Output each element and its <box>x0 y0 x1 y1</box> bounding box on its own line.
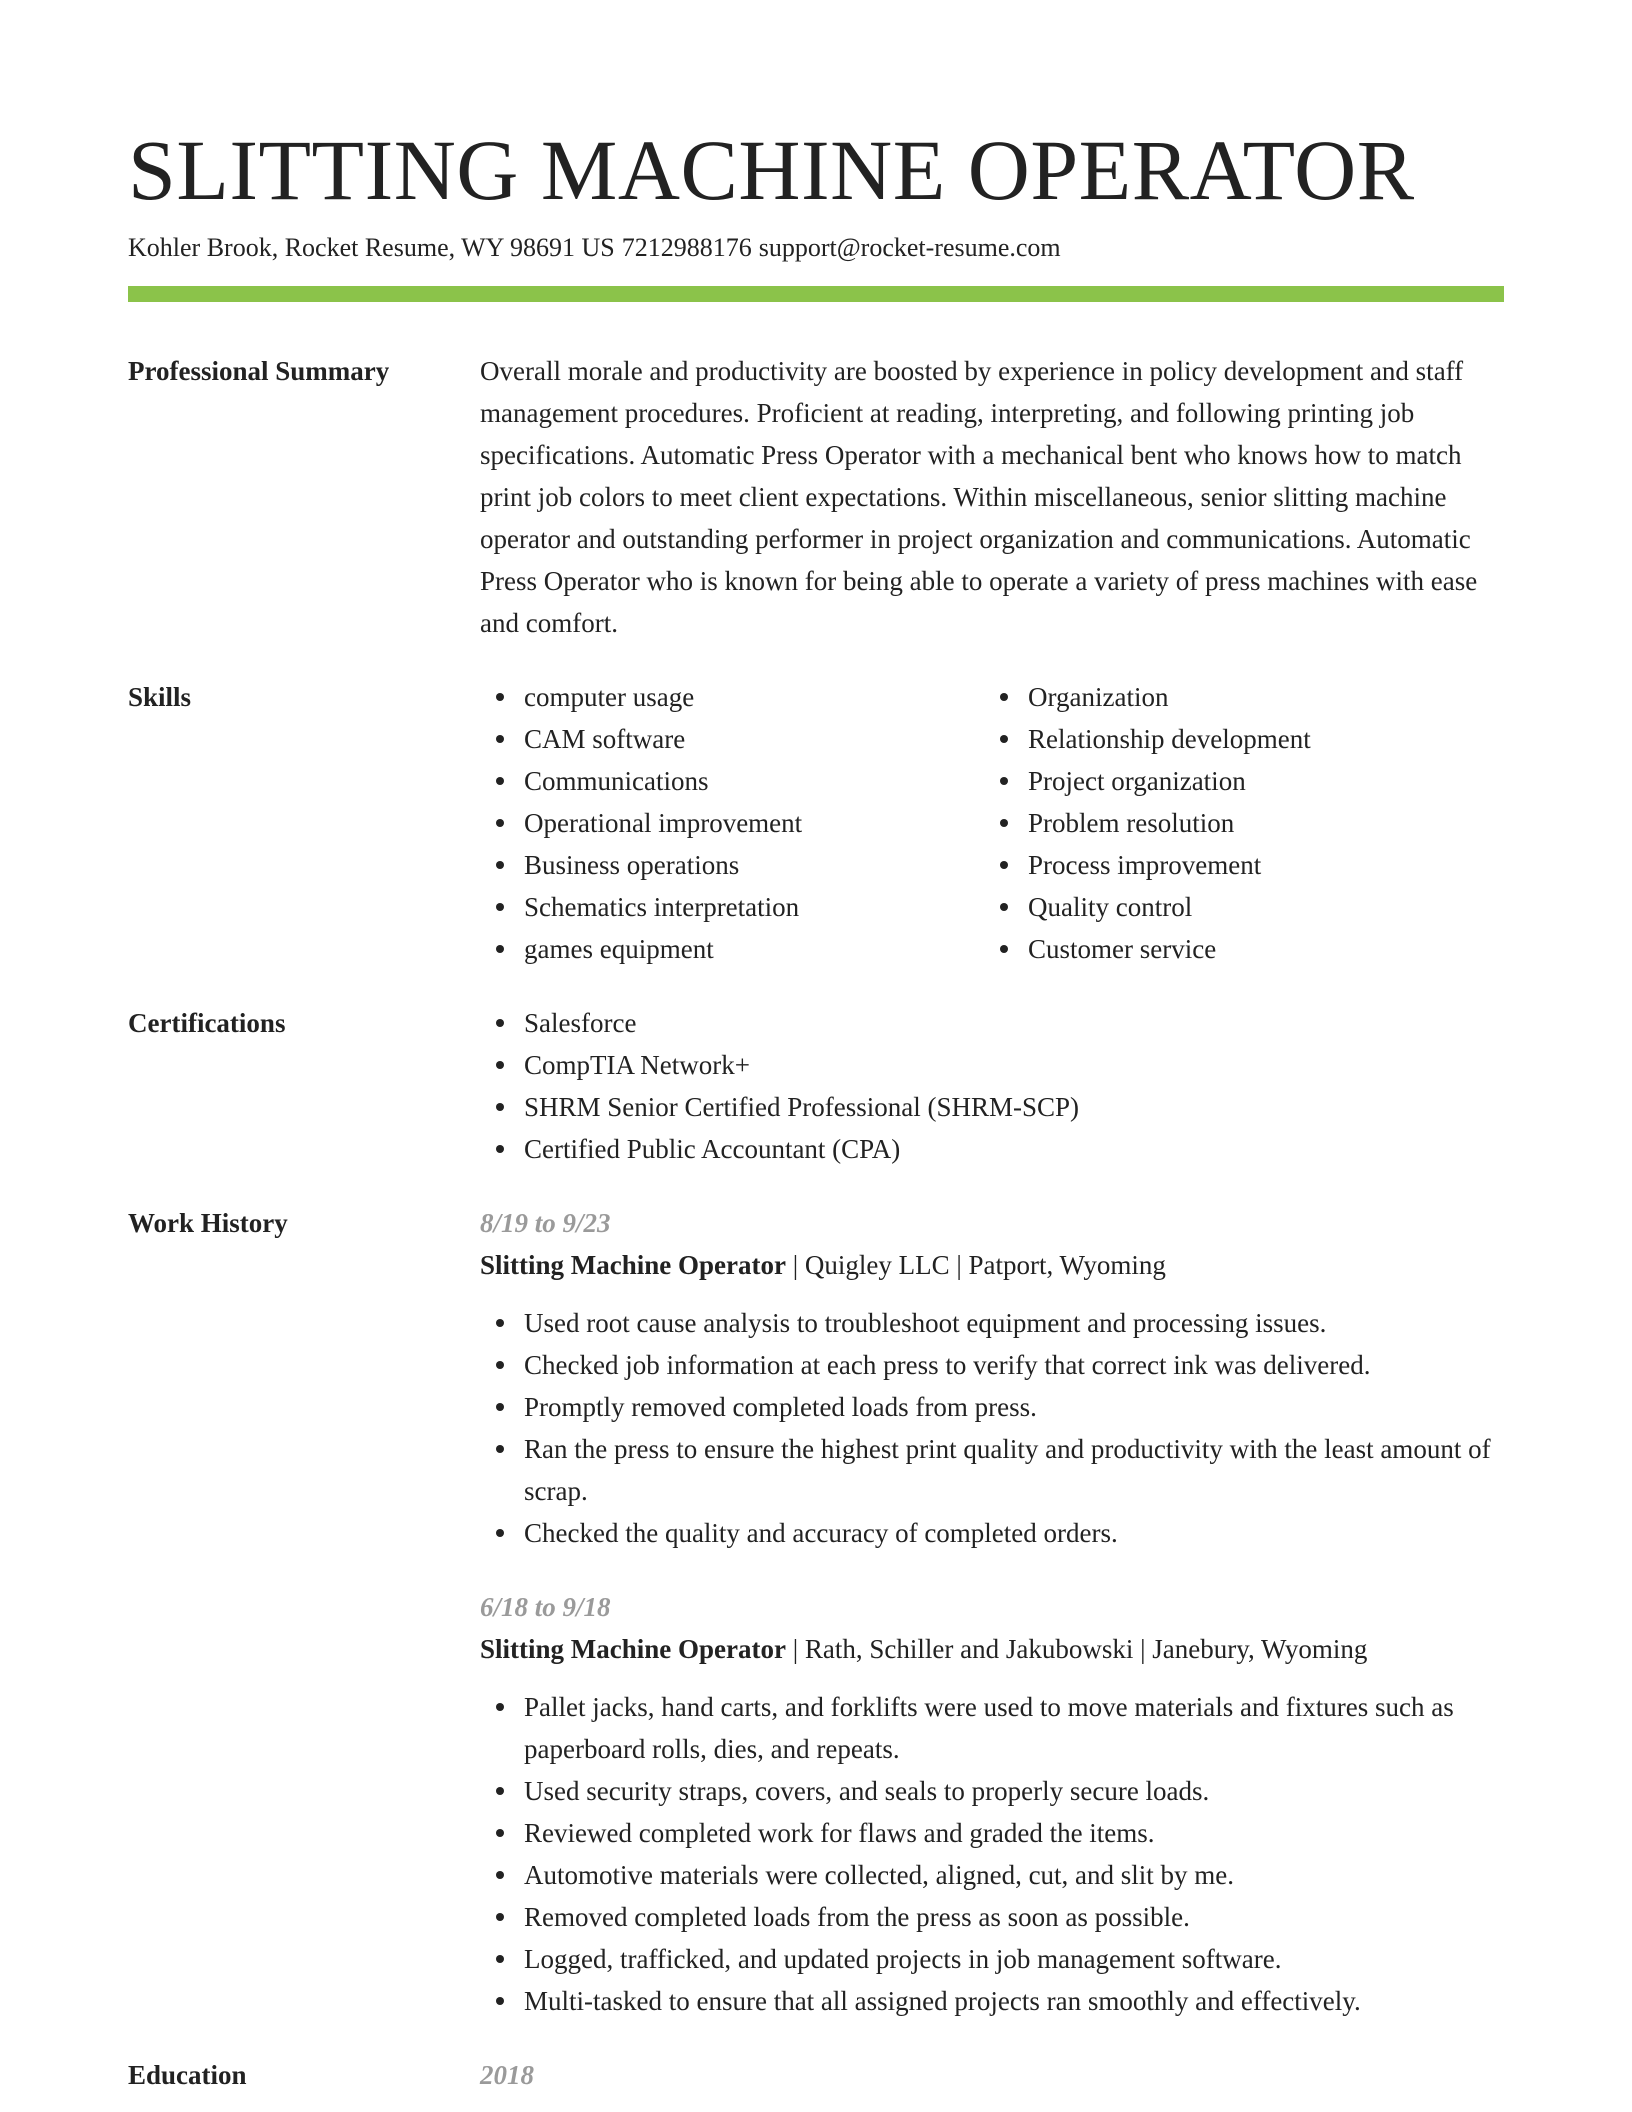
education-label: Education <box>128 2060 247 2090</box>
contact-line <box>128 230 1061 266</box>
certification-item: Salesforce <box>480 1002 1504 1044</box>
skill-item: Process improvement <box>984 844 1488 886</box>
job-dates: 6/18 to 9/18 <box>480 1592 611 1622</box>
job-dates: 8/19 to 9/23 <box>480 1208 611 1238</box>
work-history-label: Work History <box>128 1208 288 1238</box>
job-bullet: Automotive materials were collected, aligned, cut, and slit by me. <box>480 1854 1504 1896</box>
education-date: 2018 <box>480 2060 534 2090</box>
job-bullets <box>480 1302 1504 1554</box>
job-entry <box>480 1202 1504 1554</box>
skill-item: Project organization <box>984 760 1488 802</box>
skill-item: Organization <box>984 676 1488 718</box>
job-bullet: Pallet jacks, hand carts, and forklifts were used to move materials and fixtures such as paperboard rolls, dies, and repeats. <box>480 1686 1504 1770</box>
contact-address: Kohler Brook, Rocket Resume, WY 98691 US <box>128 233 615 262</box>
education-body <box>480 2054 1504 2096</box>
skill-item: Customer service <box>984 928 1488 970</box>
skill-item: Communications <box>480 760 984 802</box>
certification-item: Certified Public Accountant (CPA) <box>480 1128 1504 1170</box>
skills-label: Skills <box>128 682 192 712</box>
summary-label: Professional Summary <box>128 356 390 386</box>
job-title: Slitting Machine Operator <box>480 1634 786 1664</box>
skills-list-left <box>480 676 984 970</box>
certifications-list <box>480 1002 1504 1170</box>
job-bullet: Checked job information at each press to verify that correct ink was delivered. <box>480 1344 1504 1386</box>
job-title: Slitting Machine Operator <box>480 1250 786 1280</box>
contact-phone: 7212988176 <box>621 233 752 262</box>
job-details: | Rath, Schiller and Jakubowski | Janebury, Wyoming <box>785 1634 1368 1664</box>
job-title-line <box>480 1244 1504 1286</box>
job-bullet: Promptly removed completed loads from press. <box>480 1386 1504 1428</box>
accent-divider <box>128 286 1504 302</box>
skill-item: games equipment <box>480 928 984 970</box>
job-title-line <box>480 1628 1504 1670</box>
certification-item: SHRM Senior Certified Professional (SHRM-SCP) <box>480 1086 1504 1128</box>
resume-page <box>128 0 1504 2112</box>
job-bullet: Checked the quality and accuracy of completed orders. <box>480 1512 1504 1554</box>
resume-title: SLITTING MACHINE OPERATOR <box>128 122 1415 218</box>
job-entry <box>480 1586 1504 2022</box>
job-bullets <box>480 1686 1504 2022</box>
job-bullet: Used security straps, covers, and seals to properly secure loads. <box>480 1770 1504 1812</box>
summary-text: Overall morale and productivity are boosted by experience in policy development and staff management procedures. Proficient at reading, interpreting, and following printing job specifications. Automatic Press Operator with a mechanical bent who knows how to match print job colors to meet client expectations. Within miscellaneous, senior slitting machine operator and outstanding performer in project organization and communications. Automatic Press Operator who is known for being able to operate a variety of press machines with ease and comfort. <box>480 356 1478 638</box>
job-bullet: Used root cause analysis to troubleshoot equipment and processing issues. <box>480 1302 1504 1344</box>
job-bullet: Removed completed loads from the press as soon as possible. <box>480 1896 1504 1938</box>
skill-item: Quality control <box>984 886 1488 928</box>
certification-item: CompTIA Network+ <box>480 1044 1504 1086</box>
job-bullet: Logged, trafficked, and updated projects in job management software. <box>480 1938 1504 1980</box>
skill-item: computer usage <box>480 676 984 718</box>
certifications-body <box>480 1002 1504 1170</box>
skill-item: CAM software <box>480 718 984 760</box>
job-bullet: Multi-tasked to ensure that all assigned projects ran smoothly and effectively. <box>480 1980 1504 2022</box>
skill-item: Business operations <box>480 844 984 886</box>
skill-item: Schematics interpretation <box>480 886 984 928</box>
certifications-label: Certifications <box>128 1008 286 1038</box>
skill-item: Problem resolution <box>984 802 1488 844</box>
job-bullet: Reviewed completed work for flaws and graded the items. <box>480 1812 1504 1854</box>
job-details: | Quigley LLC | Patport, Wyoming <box>785 1250 1166 1280</box>
skills-body <box>480 676 1504 970</box>
skill-item: Relationship development <box>984 718 1488 760</box>
skills-list-right <box>984 676 1488 970</box>
contact-email: support@rocket-resume.com <box>758 233 1061 262</box>
work-history-body <box>480 1202 1504 2022</box>
skill-item: Operational improvement <box>480 802 984 844</box>
job-bullet: Ran the press to ensure the highest print quality and productivity with the least amount of scrap. <box>480 1428 1504 1512</box>
summary-body <box>480 350 1504 644</box>
